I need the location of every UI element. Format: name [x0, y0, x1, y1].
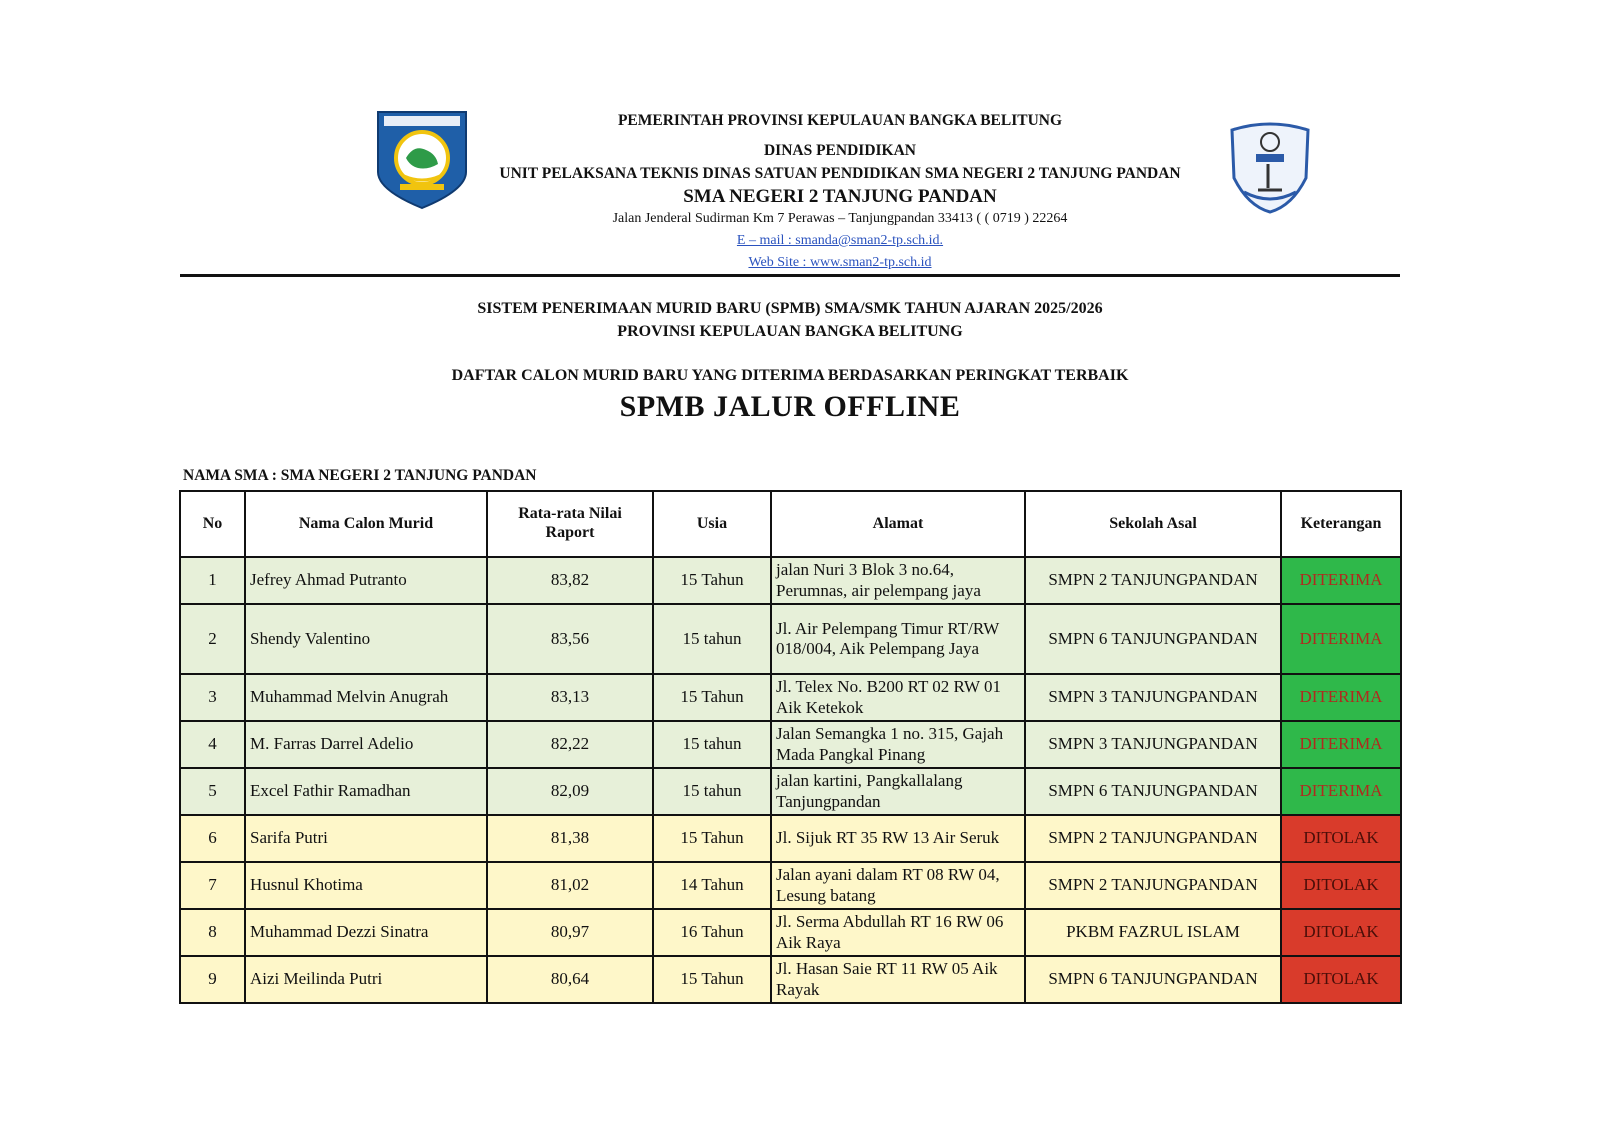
cell-status: DITERIMA: [1281, 604, 1401, 674]
cell-status: DITERIMA: [1281, 557, 1401, 604]
table-header-row: [180, 491, 1401, 557]
cell-origin-school: PKBM FAZRUL ISLAM: [1025, 909, 1281, 956]
cell-address: Jl. Serma Abdullah RT 16 RW 06 Aik Raya: [771, 909, 1025, 956]
cell-score: 82,09: [487, 768, 653, 815]
cell-address: jalan kartini, Pangkallalang Tanjungpandan: [771, 768, 1025, 815]
doc-title-system: SISTEM PENERIMAAN MURID BARU (SPMB) SMA/SMK TAHUN AJARAN 2025/2026: [477, 300, 1103, 317]
col-header-name: Nama Calon Murid: [245, 491, 487, 557]
cell-age: 15 Tahun: [653, 674, 771, 721]
header-email-link[interactable]: E – mail : smanda@sman2-tp.sch.id.: [736, 233, 944, 248]
cell-no: 4: [180, 721, 245, 768]
cell-no: 9: [180, 956, 245, 1003]
cell-address: Jl. Telex No. B200 RT 02 RW 01 Aik Ketekok: [771, 674, 1025, 721]
col-header-origin-school: Sekolah Asal: [1025, 491, 1281, 557]
cell-score: 83,56: [487, 604, 653, 674]
cell-name: Shendy Valentino: [245, 604, 487, 674]
table-row: [180, 768, 1401, 815]
cell-score: 81,38: [487, 815, 653, 862]
province-emblem-icon: [376, 110, 468, 210]
cell-address: jalan Nuri 3 Blok 3 no.64, Perumnas, air pelempang jaya: [771, 557, 1025, 604]
cell-address: Jalan Semangka 1 no. 315, Gajah Mada Pangkal Pinang: [771, 721, 1025, 768]
cell-score: 83,82: [487, 557, 653, 604]
cell-name: Jefrey Ahmad Putranto: [245, 557, 487, 604]
cell-status: DITERIMA: [1281, 721, 1401, 768]
cell-age: 15 Tahun: [653, 557, 771, 604]
cell-status: DITOLAK: [1281, 862, 1401, 909]
cell-origin-school: SMPN 6 TANJUNGPANDAN: [1025, 768, 1281, 815]
admission-table: [179, 490, 1402, 1004]
doc-title-route: SPMB JALUR OFFLINE: [619, 390, 961, 423]
header-government: PEMERINTAH PROVINSI KEPULAUAN BANGKA BELITUNG: [617, 112, 1063, 129]
table-row: [180, 721, 1401, 768]
cell-address: Jl. Sijuk RT 35 RW 13 Air Seruk: [771, 815, 1025, 862]
cell-name: Sarifa Putri: [245, 815, 487, 862]
cell-score: 80,97: [487, 909, 653, 956]
cell-score: 81,02: [487, 862, 653, 909]
cell-name: Muhammad Melvin Anugrah: [245, 674, 487, 721]
header-unit: UNIT PELAKSANA TEKNIS DINAS SATUAN PENDIDIKAN SMA NEGERI 2 TANJUNG PANDAN: [499, 165, 1181, 182]
cell-no: 5: [180, 768, 245, 815]
cell-status: DITERIMA: [1281, 768, 1401, 815]
school-emblem-icon: [1222, 118, 1318, 214]
cell-age: 16 Tahun: [653, 909, 771, 956]
cell-score: 80,64: [487, 956, 653, 1003]
cell-age: 15 tahun: [653, 721, 771, 768]
table-row: [180, 862, 1401, 909]
col-header-status: Keterangan: [1281, 491, 1401, 557]
table-row: [180, 557, 1401, 604]
cell-origin-school: SMPN 3 TANJUNGPANDAN: [1025, 674, 1281, 721]
cell-name: Muhammad Dezzi Sinatra: [245, 909, 487, 956]
cell-no: 1: [180, 557, 245, 604]
cell-origin-school: SMPN 2 TANJUNGPANDAN: [1025, 557, 1281, 604]
col-header-score: Rata-rata Nilai Raport: [487, 491, 653, 557]
cell-status: DITOLAK: [1281, 815, 1401, 862]
cell-status: DITOLAK: [1281, 909, 1401, 956]
table-row: [180, 956, 1401, 1003]
cell-name: Excel Fathir Ramadhan: [245, 768, 487, 815]
cell-address: Jl. Air Pelempang Timur RT/RW 018/004, Aik Pelempang Jaya: [771, 604, 1025, 674]
header-divider: [180, 274, 1400, 277]
cell-score: 83,13: [487, 674, 653, 721]
doc-title-province: PROVINSI KEPULAUAN BANGKA BELITUNG: [617, 323, 963, 340]
cell-no: 8: [180, 909, 245, 956]
cell-no: 7: [180, 862, 245, 909]
cell-no: 3: [180, 674, 245, 721]
col-header-age: Usia: [653, 491, 771, 557]
doc-title-list: DAFTAR CALON MURID BARU YANG DITERIMA BERDASARKAN PERINGKAT TERBAIK: [451, 367, 1129, 384]
header-department: DINAS PENDIDIKAN: [763, 142, 916, 159]
cell-address: Jalan ayani dalam RT 08 RW 04, Lesung batang: [771, 862, 1025, 909]
col-header-address: Alamat: [771, 491, 1025, 557]
header-website-link[interactable]: Web Site : www.sman2-tp.sch.id: [748, 255, 932, 270]
cell-origin-school: SMPN 3 TANJUNGPANDAN: [1025, 721, 1281, 768]
table-row: [180, 909, 1401, 956]
cell-origin-school: SMPN 6 TANJUNGPANDAN: [1025, 956, 1281, 1003]
header-address: Jalan Jenderal Sudirman Km 7 Perawas – Tanjungpandan 33413 ( ( 0719 ) 22264: [612, 211, 1068, 226]
cell-age: 15 tahun: [653, 604, 771, 674]
cell-name: Husnul Khotima: [245, 862, 487, 909]
cell-age: 14 Tahun: [653, 862, 771, 909]
cell-age: 15 Tahun: [653, 815, 771, 862]
header-school-name: SMA NEGERI 2 TANJUNG PANDAN: [683, 186, 997, 207]
cell-score: 82,22: [487, 721, 653, 768]
cell-status: DITERIMA: [1281, 674, 1401, 721]
col-header-no: No: [180, 491, 245, 557]
school-label: NAMA SMA : SMA NEGERI 2 TANJUNG PANDAN: [183, 467, 537, 484]
cell-no: 2: [180, 604, 245, 674]
table-row: [180, 674, 1401, 721]
table-row: [180, 815, 1401, 862]
cell-address: Jl. Hasan Saie RT 11 RW 05 Aik Rayak: [771, 956, 1025, 1003]
cell-age: 15 Tahun: [653, 956, 771, 1003]
cell-no: 6: [180, 815, 245, 862]
cell-origin-school: SMPN 2 TANJUNGPANDAN: [1025, 862, 1281, 909]
table-row: [180, 604, 1401, 674]
cell-origin-school: SMPN 6 TANJUNGPANDAN: [1025, 604, 1281, 674]
cell-origin-school: SMPN 2 TANJUNGPANDAN: [1025, 815, 1281, 862]
cell-status: DITOLAK: [1281, 956, 1401, 1003]
cell-name: M. Farras Darrel Adelio: [245, 721, 487, 768]
cell-name: Aizi Meilinda Putri: [245, 956, 487, 1003]
cell-age: 15 tahun: [653, 768, 771, 815]
